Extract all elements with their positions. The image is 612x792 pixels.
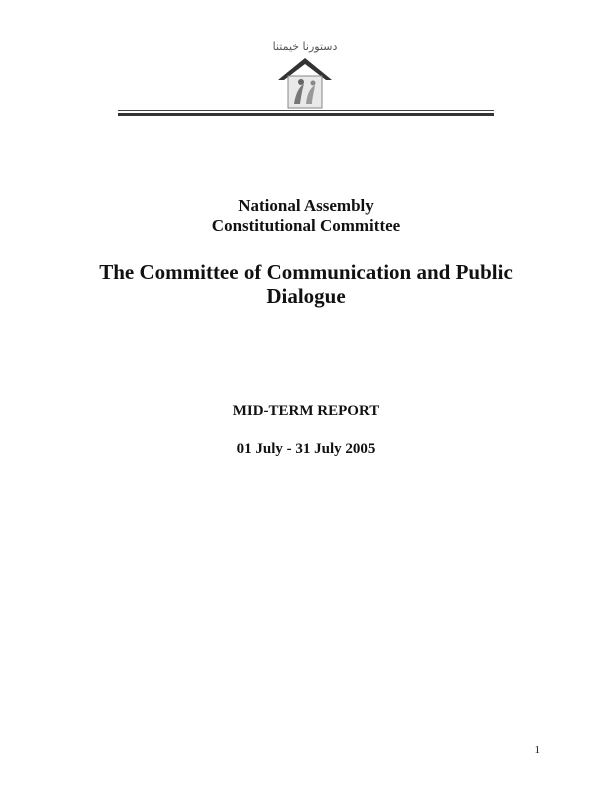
title-line-1: The Committee of Communication and Public <box>99 260 513 284</box>
logo-arabic-text: دستورنا خيمتنا <box>272 40 338 53</box>
org-line-1: National Assembly <box>238 196 374 215</box>
report-type: MID-TERM REPORT <box>232 403 380 419</box>
tent-emblem-icon <box>270 54 340 110</box>
org-line-2: Constitutional Committee <box>211 216 401 235</box>
header-rule-thin <box>118 110 494 111</box>
page-number: 1 <box>534 744 540 756</box>
title-line-2: Dialogue <box>266 284 346 308</box>
organization-heading <box>0 196 612 236</box>
header-rule-thick <box>118 113 494 116</box>
document-title <box>0 260 612 308</box>
constitution-logo <box>270 40 340 112</box>
report-period: 01 July - 31 July 2005 <box>236 441 376 457</box>
